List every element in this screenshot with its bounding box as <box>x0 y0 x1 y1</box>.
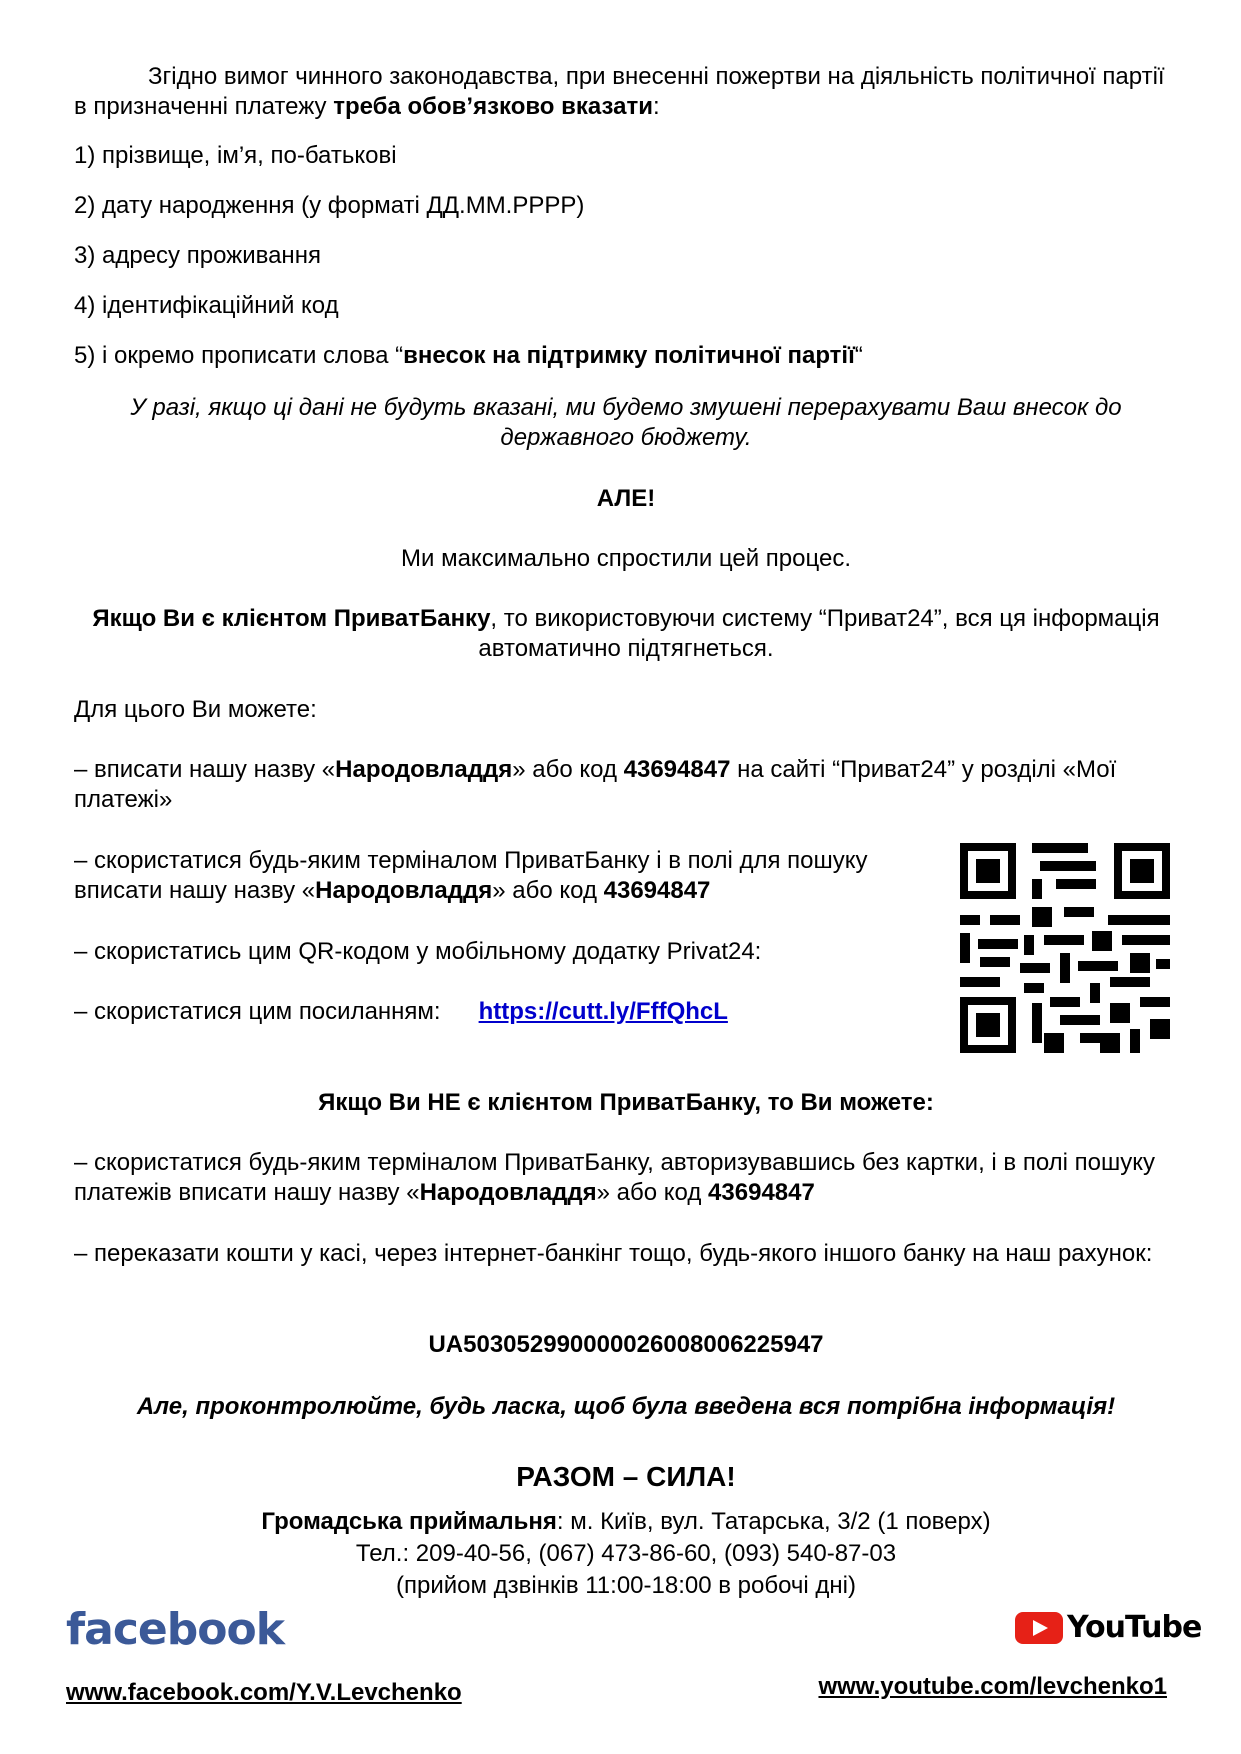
slogan-line <box>74 1460 1178 1494</box>
but-heading <box>74 484 1178 514</box>
warning-text: У разі, якщо ці дані не будуть вказані, ми будемо змушені перерахувати Ваш внесок до державного бюджету. <box>130 394 1122 451</box>
option-2-b: » або код <box>492 877 604 904</box>
party-code: 43694847 <box>708 1179 815 1206</box>
req5-pre: 5) і окремо прописати слова “ <box>74 342 404 369</box>
req5-bold: внесок на підтримку політичної партії <box>403 342 855 369</box>
requirement-5 <box>74 341 1178 371</box>
intro-paragraph <box>74 62 1178 122</box>
nc-option-1-b: » або код <box>596 1179 709 1206</box>
requirement-4: 4) ідентифікаційний код <box>74 292 339 319</box>
office-line <box>74 1507 1178 1537</box>
but-text: АЛЕ! <box>596 485 656 512</box>
youtube-logo <box>1015 1610 1201 1645</box>
nc-option-2: – переказати кошти у касі, через інтернет-банкінг тощо, будь-якого іншого банку на наш рахунок: <box>74 1240 1153 1267</box>
phones-line: Тел.: 209-40-56, (067) 473-86-60, (093) 540-87-03 <box>355 1540 897 1567</box>
check-text: Але, проконтролюйте, будь ласка, щоб була введена вся потрібна інформація! <box>136 1393 1116 1420</box>
party-name: Народовладдя <box>419 1179 597 1206</box>
you-can-text: Для цього Ви можете: <box>74 696 317 723</box>
party-name: Народовладдя <box>335 756 513 783</box>
option-4-text: – скористатися цим посиланням: <box>74 998 441 1025</box>
option-3: – скористатись цим QR-кодом у мобільному додатку Privat24: <box>74 938 762 965</box>
iban: UA503052990000026008006225947 <box>428 1331 824 1358</box>
option-2-a: – скористатися будь-яким терміналом ПриватБанку і в полі для пошуку вписати нашу назву « <box>74 847 868 904</box>
not-client-heading <box>74 1088 1178 1118</box>
nc-option-1-a: – скористатися будь-яким терміналом ПриватБанку, авторизувавшись без картки, і в полі пошуку платежів вписати нашу назву « <box>74 1149 1156 1206</box>
requirement-2: 2) дату народження (у форматі ДД.ММ.РРРР) <box>74 192 585 219</box>
iban-line <box>74 1330 1178 1360</box>
not-client-text: Якщо Ви НЕ є клієнтом ПриватБанку, то Ви можете: <box>318 1089 934 1116</box>
req5-post: “ <box>854 342 863 369</box>
option-4 <box>74 997 874 1027</box>
intro-end: : <box>653 93 660 120</box>
slogan: РАЗОМ – СИЛА! <box>516 1461 736 1492</box>
privat-client-paragraph <box>74 604 1178 664</box>
donation-link[interactable]: https://cutt.ly/FffQhcL <box>478 998 728 1025</box>
hours-line: (прийом дзвінків 11:00-18:00 в робочі дні) <box>395 1572 857 1599</box>
office-bold: Громадська приймальня <box>261 1508 557 1535</box>
facebook-logo: facebook <box>66 1604 284 1655</box>
youtube-logo-text: YouTube <box>1067 1610 1202 1645</box>
party-code: 43694847 <box>603 877 711 904</box>
option-2 <box>74 846 874 906</box>
option-1-a: – вписати нашу назву « <box>74 756 336 783</box>
privat-client-bold: Якщо Ви є клієнтом ПриватБанку <box>92 605 491 632</box>
facebook-link[interactable]: www.facebook.com/Y.V.Levchenko <box>66 1679 462 1706</box>
intro-bold: треба обов’язково вказати <box>333 93 653 120</box>
requirement-1: 1) прізвище, ім’я, по-батькові <box>74 142 397 169</box>
nc-option-1 <box>74 1148 1178 1208</box>
youtube-play-icon <box>1015 1612 1063 1644</box>
qr-code <box>960 843 1170 1053</box>
party-code: 43694847 <box>623 756 731 783</box>
party-name: Народовладдя <box>315 877 493 904</box>
option-1 <box>74 755 1178 815</box>
option-1-c: на сайті “Приват24” у розділі «Мої платежі» <box>74 756 1117 813</box>
office-address: : м. Київ, вул. Татарська, 3/2 (1 поверх) <box>556 1508 991 1535</box>
simplified-text: Ми максимально спростили цей процес. <box>401 545 851 572</box>
privat-client-rest: , то використовуючи систему “Приват24”, вся ця інформація автоматично підтягнеться. <box>478 605 1160 662</box>
youtube-link[interactable]: www.youtube.com/levchenko1 <box>818 1673 1167 1700</box>
check-line <box>74 1392 1178 1422</box>
intro-text: Згідно вимог чинного законодавства, при внесенні пожертви на діяльність політичної партії в призначенні платежу <box>74 63 1165 120</box>
option-1-b: » або код <box>512 756 624 783</box>
requirement-3: 3) адресу проживання <box>74 242 321 269</box>
